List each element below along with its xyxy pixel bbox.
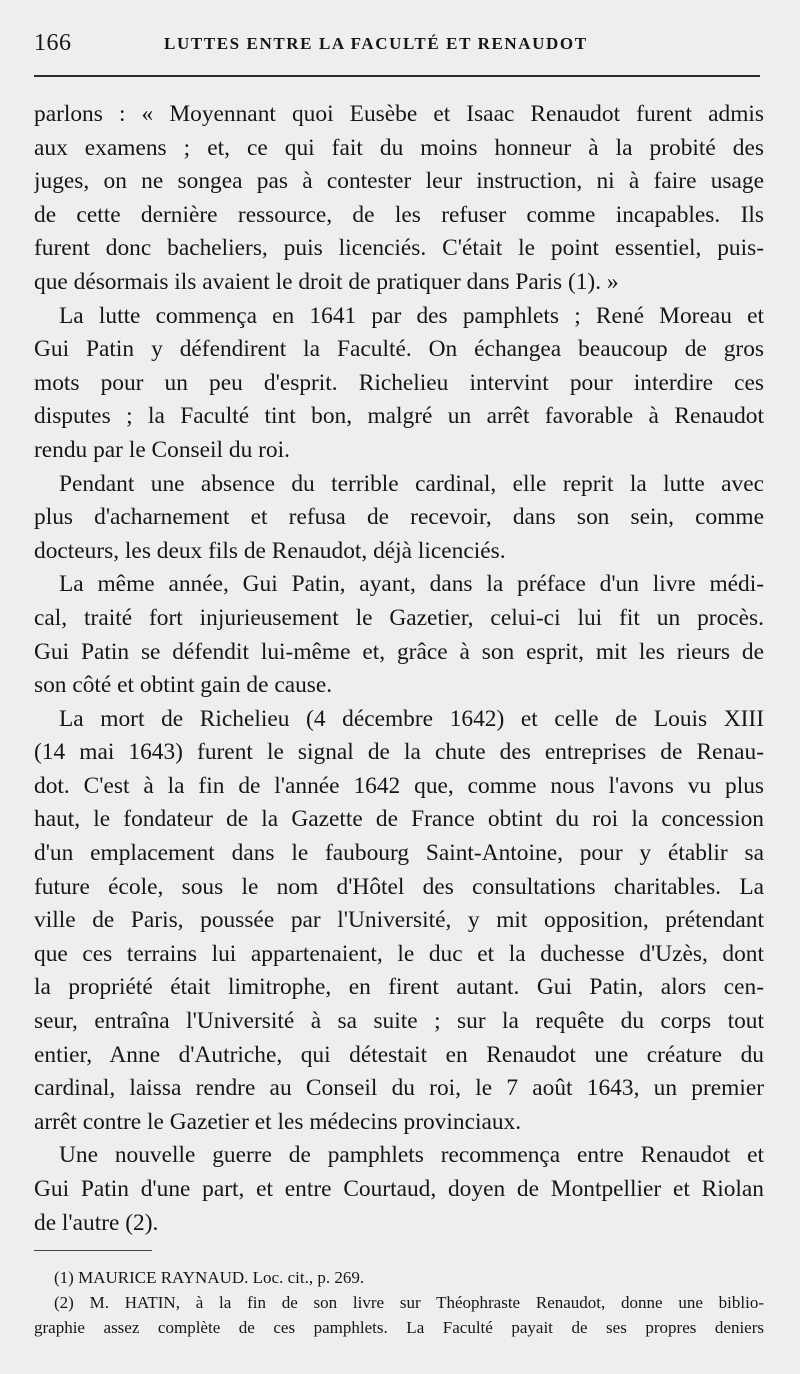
- body-line: entier, Anne d'Autriche, qui détestait en Renaudot une créature du: [34, 1041, 764, 1068]
- body-line: cardinal, laissa rendre au Conseil du roi, le 7 août 1643, un premier: [34, 1075, 764, 1102]
- body-line: arrêt contre le Gazetier et les médecins provinciaux.: [34, 1108, 522, 1135]
- running-head-title: LUTTES ENTRE LA FACULTÉ ET RENAUDOT: [164, 34, 588, 53]
- body-line: Pendant une absence du terrible cardinal, elle reprit la lutte avec: [59, 470, 764, 497]
- body-line: La lutte commença en 1641 par des pamphlets ; René Moreau et: [59, 302, 764, 329]
- body-line: Gui Patin d'une part, et entre Courtaud, doyen de Montpellier et Riolan: [34, 1176, 764, 1202]
- body-line: Gui Patin se défendit lui-même et, grâce à son esprit, mit les rieurs de: [34, 638, 764, 665]
- body-line: que désormais ils avaient le droit de pratiquer dans Paris (1). »: [34, 268, 619, 295]
- body-line: juges, on ne songea pas à contester leur instruction, ni à faire usage: [34, 168, 764, 195]
- page-number: 166: [34, 30, 72, 56]
- body-text: [34, 98, 764, 1240]
- body-line: ville de Paris, poussée par l'Université, y mit opposition, prétendant: [34, 907, 764, 934]
- body-line: rendu par le Conseil du roi.: [34, 436, 290, 463]
- body-line: seur, entraîna l'Université à sa suite ; sur la requête du corps tout: [34, 1008, 764, 1035]
- body-line: son côté et obtint gain de cause.: [34, 672, 333, 699]
- running-head: [34, 30, 764, 64]
- footnotes: [34, 1265, 764, 1340]
- body-line: parlons : « Moyennant quoi Eusèbe et Isaac Renaudot furent admis: [34, 101, 764, 127]
- footnote-divider: [34, 1250, 152, 1251]
- body-line: (14 mai 1643) furent le signal de la chute des entreprises de Renau-: [34, 739, 764, 766]
- body-line: la propriété était limitrophe, en firent autant. Gui Patin, alors cen-: [34, 974, 764, 1001]
- body-line: Gui Patin y défendirent la Faculté. On échangea beaucoup de gros: [34, 336, 764, 363]
- body-line: de l'autre (2).: [34, 1209, 159, 1236]
- body-line: disputes ; la Faculté tint bon, malgré un arrêt favorable à Renaudot: [34, 403, 764, 430]
- body-line: docteurs, les deux fils de Renaudot, déjà licenciés.: [34, 537, 506, 564]
- body-line: furent donc bacheliers, puis licenciés. C'était le point essentiel, puis-: [34, 235, 764, 262]
- body-line: haut, le fondateur de la Gazette de France obtint du roi la concession: [34, 806, 764, 833]
- footnote-1: (1) MAURICE RAYNAUD. Loc. cit., p. 269.: [54, 1268, 365, 1287]
- body-line: La mort de Richelieu (4 décembre 1642) et celle de Louis XIII: [59, 705, 764, 732]
- body-line: dot. C'est à la fin de l'année 1642 que, comme nous l'avons vu plus: [34, 772, 764, 799]
- body-line: mots pour un peu d'esprit. Richelieu intervint pour interdire ces: [34, 369, 764, 396]
- body-line: que ces terrains lui appartenaient, le duc et la duchesse d'Uzès, dont: [34, 940, 764, 967]
- body-line: La même année, Gui Patin, ayant, dans la préface d'un livre médi-: [59, 571, 764, 598]
- body-line: Une nouvelle guerre de pamphlets recommença entre Renaudot et: [59, 1142, 764, 1169]
- body-line: de cette dernière ressource, de les refuser comme incapables. Ils: [34, 201, 764, 228]
- body-line: cal, traité fort injurieusement le Gazetier, celui-ci lui fit un procès.: [34, 604, 764, 631]
- header-rule: [34, 75, 760, 77]
- footnote-2-line: graphie assez complète de ces pamphlets. La Faculté payait de ses propres deniers: [34, 1318, 764, 1337]
- body-line: future école, sous le nom d'Hôtel des consultations charitables. La: [34, 873, 764, 900]
- body-line: d'un emplacement dans le faubourg Saint-Antoine, pour y établir sa: [34, 840, 764, 867]
- footnote-2-line: (2) M. HATIN, à la fin de son livre sur Théophraste Renaudot, donne une biblio-: [54, 1293, 764, 1312]
- body-line: aux examens ; et, ce qui fait du moins honneur à la probité des: [34, 134, 764, 161]
- body-line: plus d'acharnement et refusa de recevoir, dans son sein, comme: [34, 504, 764, 531]
